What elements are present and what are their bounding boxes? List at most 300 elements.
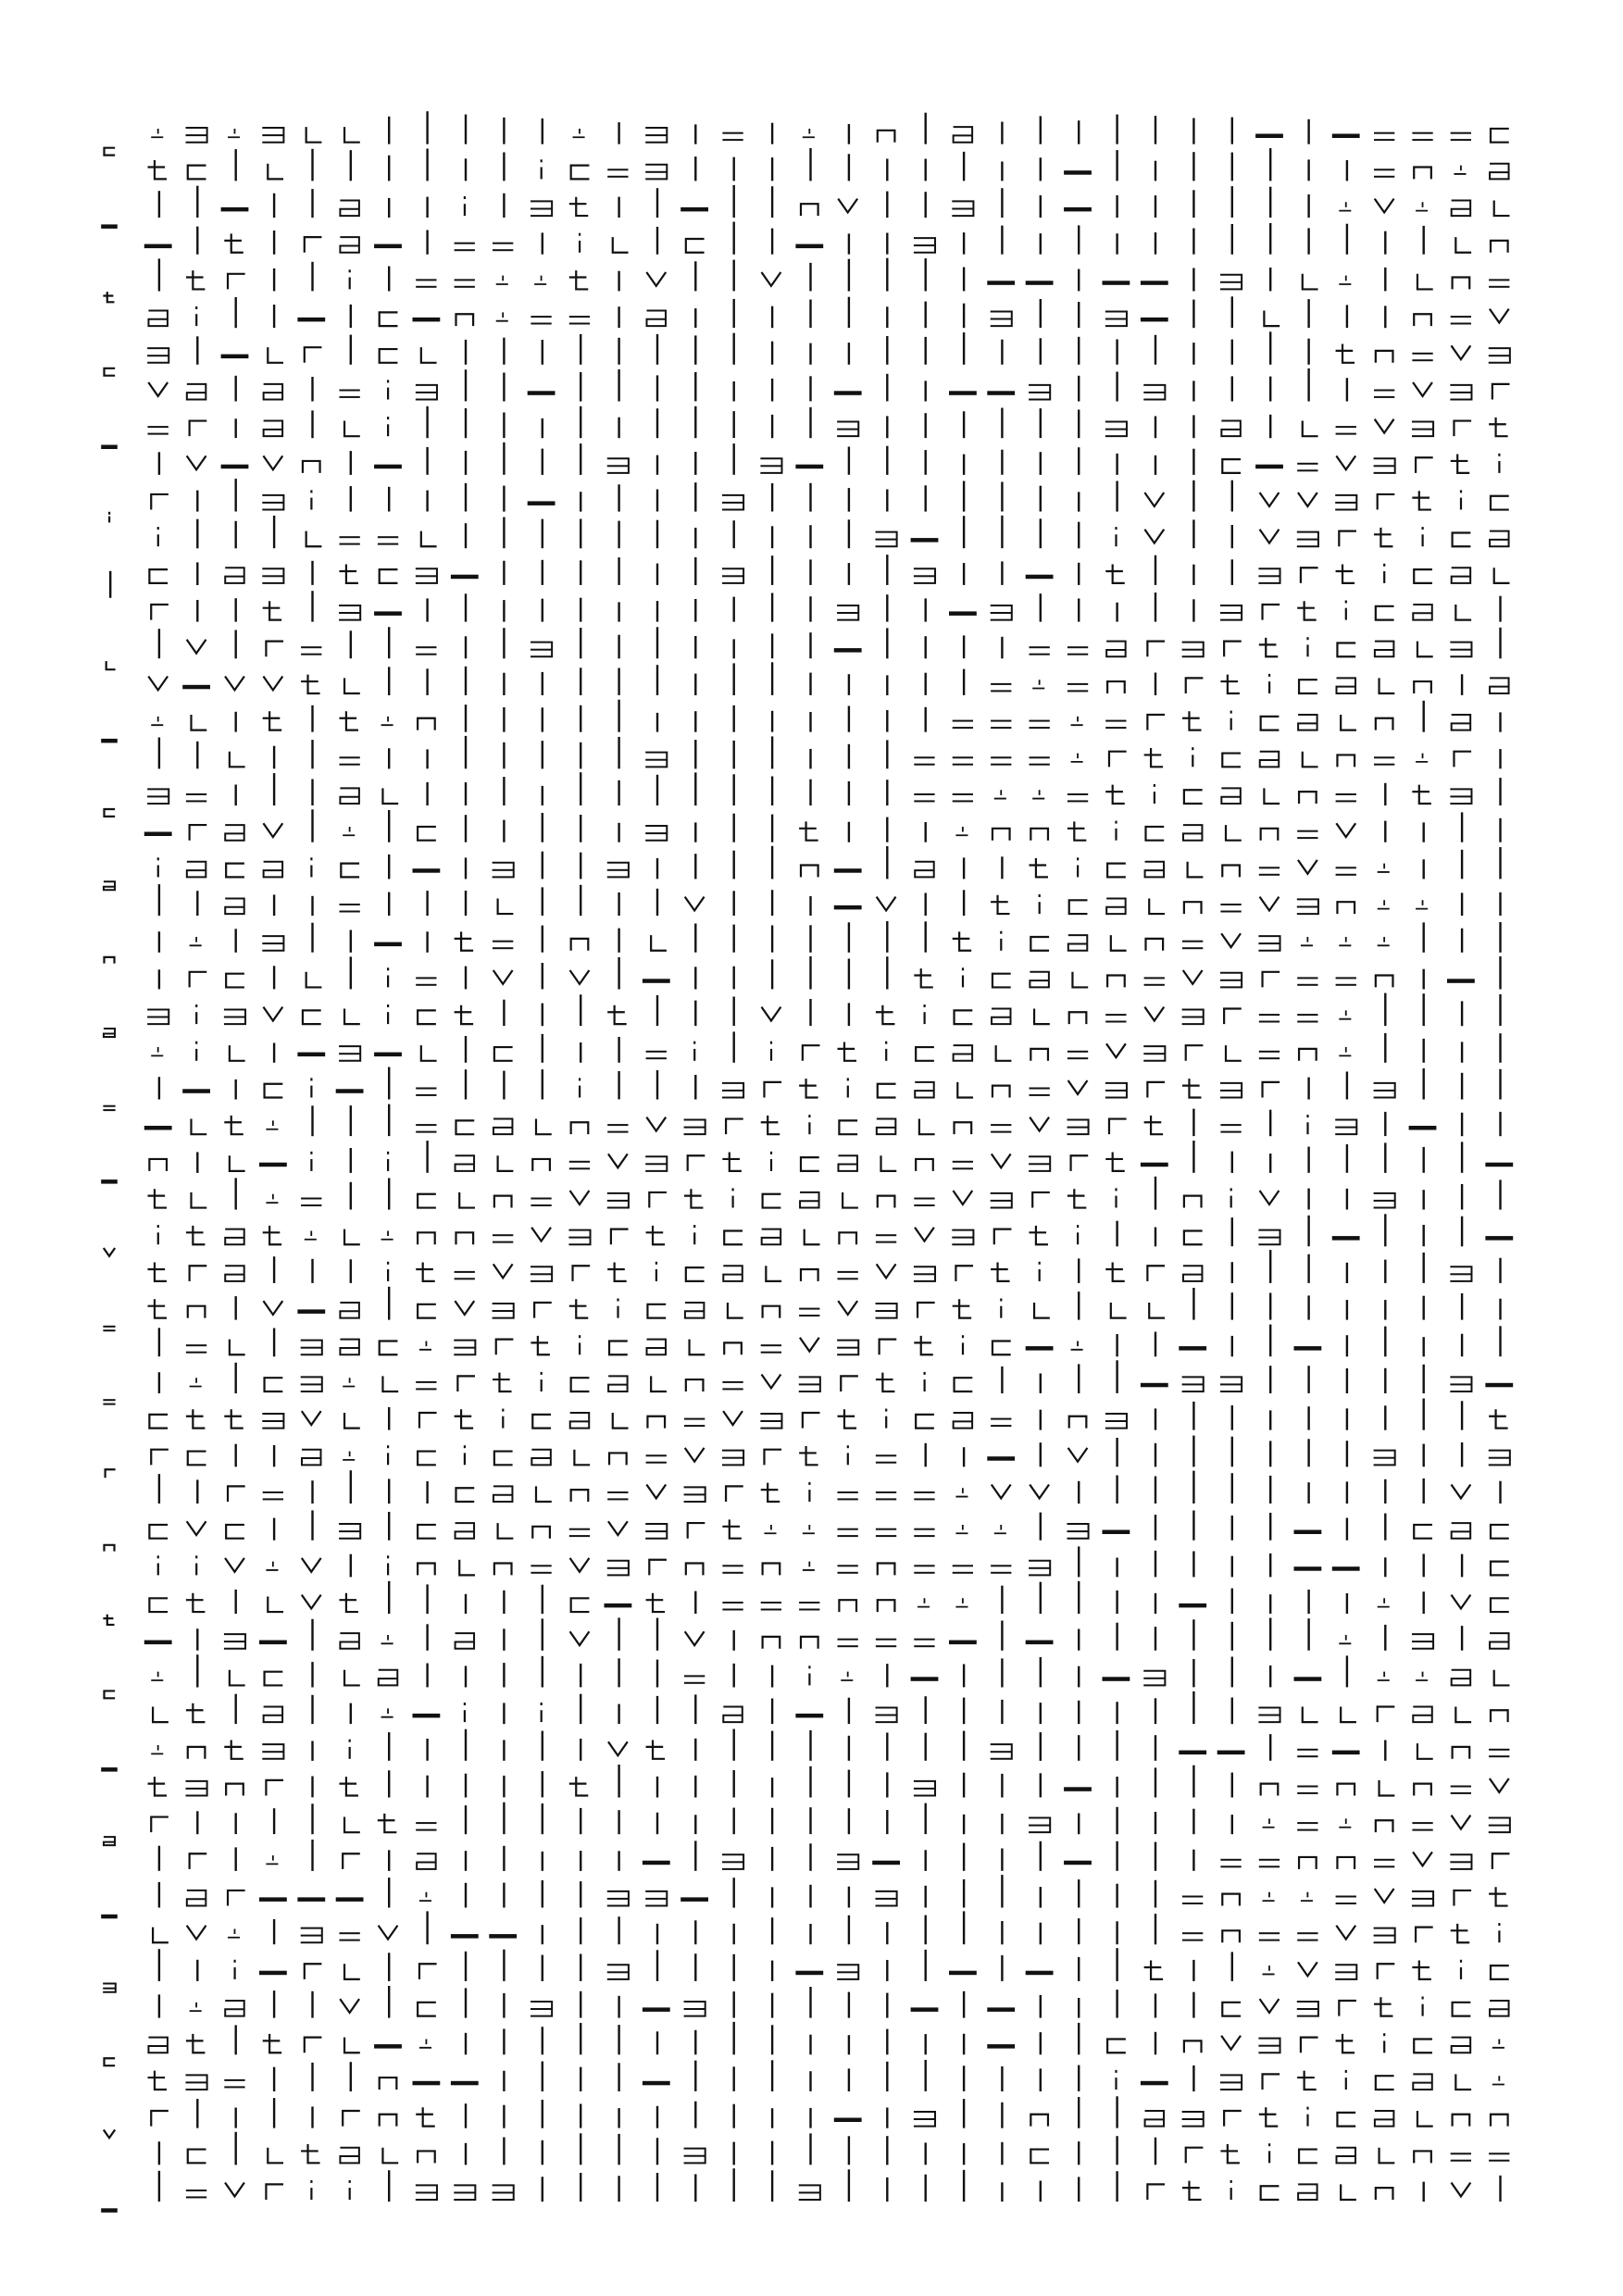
vertical-bar-glyph: [1269, 1441, 1271, 1466]
i-glyph: [924, 1012, 926, 1024]
vertical-bar-glyph: [158, 884, 160, 916]
vertical-bar-glyph: [771, 526, 773, 548]
vertical-bar-glyph: [1307, 1366, 1309, 1393]
e-glyph-bar: [607, 1971, 629, 1973]
i-glyph-dot: [108, 512, 110, 515]
vertical-bar-glyph: [1499, 1033, 1501, 1063]
t-glyph: [1182, 2181, 1201, 2200]
c-glyph: [1491, 496, 1509, 510]
l-glyph: [1034, 1008, 1050, 1024]
dash-glyph: [1485, 1163, 1513, 1167]
vertical-bar-glyph: [618, 2108, 619, 2128]
e-glyph-bar: [1412, 1898, 1433, 1900]
vertical-bar-glyph: [1001, 516, 1003, 548]
vertical-bar-glyph: [1155, 1627, 1156, 1651]
vertical-bar-glyph: [1078, 1957, 1080, 1981]
vertical-bar-glyph: [235, 297, 237, 328]
i-glyph: [349, 1747, 351, 1759]
c-glyph: [801, 1157, 819, 1171]
eq-glyph-top: [876, 1529, 896, 1530]
e-glyph-bar: [1450, 649, 1471, 651]
r-glyph: [190, 825, 207, 841]
dash-glyph: [949, 1971, 977, 1976]
i-glyph: [579, 1086, 581, 1098]
l-glyph: [1417, 642, 1433, 657]
eq-glyph-bottom: [1030, 1094, 1050, 1096]
vertical-bar-glyph: [1001, 1366, 1003, 1393]
l-glyph: [1455, 1706, 1471, 1722]
vertical-bar-glyph: [809, 1885, 811, 1908]
vertical-bar-glyph: [273, 231, 275, 255]
n-glyph: [801, 1269, 818, 1281]
a-glyph: [264, 421, 282, 437]
a-glyph: [954, 127, 972, 143]
e-glyph-bar: [1450, 392, 1471, 393]
vertical-bar-glyph: [196, 1152, 198, 1173]
eq-glyph-bottom: [103, 1109, 115, 1111]
l-glyph: [1380, 2148, 1395, 2164]
v-glyph: [953, 1191, 972, 1204]
vertical-bar-glyph: [1384, 821, 1386, 842]
eq-glyph-bottom: [991, 1131, 1011, 1133]
vertical-bar-glyph: [196, 519, 198, 549]
eq-glyph-top: [569, 316, 590, 318]
vertical-bar-glyph: [925, 1950, 927, 1981]
l-glyph: [1226, 1045, 1242, 1061]
vertical-bar-glyph: [963, 2170, 965, 2202]
n-glyph: [532, 1527, 550, 1539]
r-glyph: [1263, 2074, 1280, 2090]
i-glyph: [349, 278, 351, 290]
eq-glyph-top: [914, 756, 934, 758]
t-glyph: [186, 1593, 205, 1612]
i-glyph-dot: [1268, 2143, 1270, 2146]
vertical-bar-glyph: [1001, 482, 1003, 512]
c-glyph: [1337, 643, 1355, 657]
vertical-bar-glyph: [426, 447, 428, 475]
l-glyph: [498, 898, 514, 914]
n-glyph: [418, 2151, 435, 2163]
vertical-bar-glyph: [1192, 565, 1194, 585]
vertical-bar-glyph: [618, 271, 619, 292]
vertical-bar-glyph: [1155, 593, 1156, 622]
vertical-bar-glyph: [388, 198, 390, 218]
e-glyph-bar: [684, 1127, 705, 1129]
a-glyph: [1337, 678, 1355, 693]
vertical-bar-glyph: [963, 455, 965, 475]
v-glyph: [1144, 493, 1164, 506]
t-glyph: [1336, 565, 1355, 583]
l-glyph: [1303, 1706, 1318, 1722]
eq-glyph-bottom: [914, 1645, 934, 1647]
eq-glyph-top: [1451, 1786, 1471, 1788]
vertical-bar-glyph: [886, 675, 888, 695]
v-glyph: [1375, 199, 1394, 213]
v-glyph: [225, 2183, 244, 2197]
vertical-bar-glyph: [1307, 1618, 1309, 1651]
r-glyph: [573, 1266, 591, 1281]
tick-glyph: [343, 1378, 355, 1386]
eq-glyph-bottom: [1220, 1866, 1241, 1867]
c-glyph: [456, 1488, 474, 1502]
c-glyph: [149, 569, 168, 583]
vertical-bar-glyph: [503, 2071, 505, 2091]
vertical-bar-glyph: [1001, 162, 1003, 181]
e-glyph-bar: [876, 1715, 897, 1716]
l-glyph: [191, 1119, 206, 1135]
vertical-bar-glyph: [1423, 1253, 1425, 1283]
vertical-bar-glyph: [1346, 1072, 1348, 1100]
vertical-bar-glyph: [1116, 2096, 1117, 2128]
vertical-bar-glyph: [580, 705, 581, 732]
n-glyph: [801, 1637, 818, 1649]
n-glyph: [1337, 1857, 1355, 1869]
vertical-bar-glyph: [771, 1666, 773, 1688]
vertical-bar-glyph: [694, 372, 696, 402]
vertical-bar-glyph: [771, 157, 773, 181]
vertical-bar-glyph: [1231, 1815, 1233, 1834]
i-glyph: [195, 1012, 197, 1024]
e-glyph-bar: [684, 1493, 705, 1495]
vertical-bar-glyph: [1040, 1773, 1042, 1797]
dash-glyph: [101, 739, 118, 743]
vertical-bar-glyph: [1423, 922, 1425, 952]
vertical-bar-glyph: [694, 124, 696, 144]
vertical-bar-glyph: [809, 596, 811, 621]
tick-glyph: [803, 129, 815, 137]
vertical-bar-glyph: [542, 340, 543, 365]
eq-glyph-bottom: [761, 1352, 781, 1354]
c-glyph: [380, 569, 398, 583]
l-glyph: [382, 1376, 398, 1391]
l-glyph: [1341, 715, 1356, 730]
eq-glyph-bottom: [493, 947, 513, 949]
v-glyph: [1221, 933, 1241, 947]
vertical-bar-glyph: [1384, 1368, 1386, 1393]
eq-glyph-top: [1259, 867, 1280, 868]
vertical-bar-glyph: [426, 231, 428, 255]
dash-glyph: [834, 648, 862, 653]
vertical-bar-glyph: [809, 1924, 811, 1944]
a-glyph: [340, 1340, 358, 1355]
vertical-bar-glyph: [809, 1843, 811, 1871]
vertical-bar-glyph: [1192, 599, 1194, 621]
l-glyph: [459, 1192, 475, 1208]
vertical-bar-glyph: [809, 1987, 811, 2018]
e-glyph-bar: [454, 2191, 475, 2193]
eq-glyph-bottom: [1259, 1021, 1280, 1023]
eq-glyph-bottom: [1259, 874, 1280, 876]
e-glyph-bar: [262, 134, 283, 136]
i-glyph-dot: [1039, 1262, 1041, 1265]
vertical-bar-glyph: [963, 669, 965, 695]
vertical-bar-glyph: [311, 1741, 313, 1761]
i-glyph: [808, 1674, 810, 1686]
vertical-bar-glyph: [426, 749, 428, 768]
vertical-bar-glyph: [771, 1847, 773, 1871]
vertical-bar-glyph: [273, 2067, 275, 2091]
vertical-bar-glyph: [580, 1954, 581, 1981]
vertical-bar-glyph: [1231, 118, 1233, 144]
i-glyph: [1268, 681, 1270, 693]
a-glyph: [1452, 715, 1470, 730]
i-glyph: [1345, 608, 1347, 620]
r-glyph: [151, 1817, 169, 1833]
i-glyph: [157, 534, 159, 546]
vertical-bar-glyph: [1384, 1142, 1386, 1173]
vertical-bar-glyph: [1192, 1691, 1194, 1724]
vertical-bar-glyph: [465, 2103, 467, 2128]
vertical-bar-glyph: [542, 418, 543, 438]
vertical-bar-glyph: [733, 774, 735, 805]
i-glyph: [1192, 755, 1193, 767]
tick-glyph: [1378, 900, 1390, 908]
i-glyph-dot: [579, 1078, 581, 1080]
eq-glyph-top: [838, 1639, 858, 1641]
tick-glyph: [764, 1525, 776, 1533]
i-glyph-dot: [885, 1409, 887, 1412]
v-glyph: [187, 455, 206, 469]
eq-glyph-bottom: [186, 1352, 206, 1354]
n-glyph: [1145, 939, 1163, 951]
eq-glyph-top: [991, 1418, 1011, 1420]
n-glyph: [571, 1122, 589, 1134]
vertical-bar-glyph: [1078, 376, 1080, 402]
vertical-bar-glyph: [1231, 1405, 1233, 1430]
e-glyph-bar: [1067, 1530, 1089, 1532]
v-glyph: [1068, 1448, 1088, 1462]
vertical-bar-glyph: [694, 1953, 696, 1981]
vertical-bar-glyph: [1499, 847, 1501, 879]
i-glyph: [1422, 534, 1424, 546]
eq-glyph-top: [378, 536, 398, 538]
tick-glyph: [1263, 1892, 1275, 1901]
vertical-bar-glyph: [848, 233, 850, 254]
t-glyph: [799, 1446, 818, 1465]
e-glyph-bar: [1220, 2081, 1242, 2083]
i-glyph: [157, 1564, 159, 1576]
vertical-bar-glyph: [1231, 1556, 1233, 1578]
vertical-bar-glyph: [1231, 1262, 1233, 1283]
l-glyph: [191, 715, 206, 730]
r-glyph: [151, 2111, 169, 2127]
e-glyph-bar: [1220, 980, 1242, 981]
dash-glyph: [1485, 1236, 1513, 1241]
t-glyph: [224, 1409, 243, 1428]
vertical-bar-glyph: [388, 1104, 390, 1137]
vertical-bar-glyph: [542, 1852, 543, 1871]
l-glyph: [106, 661, 116, 669]
vertical-bar-glyph: [1078, 2065, 1080, 2091]
vertical-bar-glyph: [694, 452, 696, 475]
vertical-bar-glyph: [426, 1624, 428, 1651]
vertical-bar-glyph: [1231, 525, 1233, 548]
vertical-bar-glyph: [694, 1739, 696, 1761]
dash-glyph: [297, 1897, 325, 1902]
a-glyph: [954, 1045, 972, 1061]
a-glyph: [992, 1008, 1010, 1024]
i-glyph: [962, 976, 964, 988]
i-glyph: [847, 1453, 849, 1465]
vertical-bar-glyph: [273, 1043, 275, 1063]
vertical-bar-glyph: [694, 557, 696, 585]
vertical-bar-glyph: [848, 744, 850, 769]
i-glyph: [541, 1379, 543, 1391]
vertical-bar-glyph: [1384, 268, 1386, 292]
vertical-bar-glyph: [580, 668, 581, 695]
t-glyph: [646, 1593, 665, 1612]
e-glyph-bar: [722, 1457, 743, 1459]
vertical-bar-glyph: [1078, 1629, 1080, 1651]
e-glyph-bar: [1335, 1127, 1356, 1129]
vertical-bar-glyph: [1116, 195, 1117, 218]
eq-glyph-top: [455, 279, 475, 281]
vertical-bar-glyph: [388, 1770, 390, 1797]
i-glyph-dot: [310, 1152, 312, 1154]
vertical-bar-glyph: [1461, 1184, 1463, 1210]
n-glyph: [456, 1232, 473, 1244]
eq-glyph-bottom: [1067, 690, 1088, 692]
l-glyph: [1303, 421, 1318, 437]
vertical-bar-glyph: [618, 2176, 619, 2202]
tick-glyph: [803, 1525, 815, 1533]
eq-glyph-top: [416, 1822, 436, 1824]
eq-glyph-bottom: [1030, 727, 1050, 729]
eq-glyph-top: [569, 1161, 590, 1163]
t-glyph: [646, 1740, 665, 1758]
a-glyph: [493, 1119, 512, 1135]
vertical-bar-glyph: [465, 369, 467, 401]
l-glyph: [421, 531, 437, 547]
vertical-bar-glyph: [580, 815, 581, 842]
eq-glyph-top: [914, 1198, 934, 1200]
eq-glyph-top: [1030, 756, 1050, 758]
eq-glyph-top: [838, 1529, 858, 1530]
r-glyph: [688, 1155, 705, 1171]
vertical-bar-glyph: [465, 1805, 467, 1834]
t-glyph: [416, 2107, 434, 2126]
vertical-bar-glyph: [1192, 229, 1194, 255]
vertical-bar-glyph: [311, 2106, 313, 2128]
vertical-bar-glyph: [388, 2170, 390, 2202]
eq-glyph-bottom: [1067, 800, 1088, 802]
t-glyph: [103, 1615, 114, 1625]
r-glyph: [1032, 1192, 1050, 1208]
vertical-bar-glyph: [1078, 1364, 1080, 1393]
vertical-bar-glyph: [580, 1739, 581, 1761]
l-glyph: [230, 1340, 245, 1355]
r-glyph: [803, 1045, 820, 1061]
i-glyph-dot: [387, 380, 389, 382]
vertical-bar-glyph: [465, 857, 467, 879]
vertical-bar-glyph: [580, 598, 581, 622]
e-glyph-bar: [301, 1383, 322, 1385]
vertical-bar-glyph: [771, 342, 773, 365]
tick-glyph: [1492, 2076, 1504, 2084]
t-glyph: [1412, 785, 1430, 804]
vertical-bar-glyph: [733, 597, 735, 622]
v-glyph: [531, 1228, 551, 1242]
vertical-bar-glyph: [809, 2035, 811, 2055]
vertical-bar-glyph: [1269, 331, 1271, 365]
i-glyph-dot: [157, 1555, 159, 1558]
eq-glyph-bottom: [224, 2086, 244, 2088]
vertical-bar-glyph: [809, 2071, 811, 2091]
n-glyph: [303, 461, 320, 473]
r-glyph: [649, 1560, 667, 1576]
vertical-bar-glyph: [733, 705, 735, 732]
dash-glyph: [101, 224, 118, 229]
vertical-bar-glyph: [1461, 850, 1463, 880]
dash-glyph: [987, 2007, 1015, 2012]
dash-glyph: [297, 1053, 325, 1057]
i-glyph-dot: [1383, 2033, 1385, 2036]
vertical-bar-glyph: [848, 154, 850, 181]
e-glyph-bar: [531, 2008, 552, 2010]
vertical-bar-glyph: [925, 673, 927, 695]
e-glyph-bar: [1105, 1420, 1127, 1422]
vertical-bar-glyph: [925, 1850, 927, 1871]
vertical-bar-glyph: [1269, 148, 1271, 181]
vertical-bar-glyph: [542, 2027, 543, 2054]
vertical-bar-glyph: [1499, 1326, 1501, 1356]
vertical-bar-glyph: [733, 814, 735, 842]
dash-glyph: [680, 207, 708, 212]
vertical-bar-glyph: [503, 1591, 505, 1614]
t-glyph: [263, 2034, 281, 2053]
vertical-bar-glyph: [1423, 1365, 1425, 1393]
vertical-bar-glyph: [580, 2133, 581, 2165]
eq-glyph-bottom: [1374, 176, 1394, 178]
vertical-bar-glyph: [694, 772, 696, 805]
i-glyph-dot: [349, 2180, 351, 2183]
eq-glyph-top: [1297, 830, 1317, 832]
vertical-bar-glyph: [1384, 231, 1386, 255]
vertical-bar-glyph: [1078, 337, 1080, 365]
vertical-bar-glyph: [542, 1034, 543, 1063]
vertical-bar-glyph: [1040, 1841, 1042, 1871]
i-glyph: [1230, 718, 1232, 730]
vertical-bar-glyph: [388, 487, 390, 512]
eq-glyph-bottom: [416, 1829, 436, 1831]
vertical-bar-glyph: [1116, 1702, 1117, 1724]
vertical-bar-glyph: [235, 1296, 237, 1320]
l-glyph: [996, 1045, 1012, 1061]
i-glyph-dot: [732, 1188, 734, 1191]
r-glyph: [305, 237, 322, 253]
vertical-bar-glyph: [542, 1069, 543, 1099]
i-glyph: [387, 388, 389, 400]
vertical-bar-glyph: [694, 2030, 696, 2055]
e-glyph-bar: [991, 1200, 1012, 1202]
r-glyph: [1147, 2184, 1165, 2200]
t-glyph: [953, 931, 971, 950]
i-glyph-dot: [1230, 1188, 1232, 1191]
eq-glyph-bottom: [953, 800, 973, 802]
vertical-bar-glyph: [925, 2175, 927, 2202]
a-glyph: [187, 862, 206, 878]
e-glyph-bar: [186, 1788, 207, 1790]
vertical-bar-glyph: [618, 1617, 619, 1650]
vertical-bar-glyph: [542, 963, 543, 989]
r-glyph: [1454, 421, 1471, 437]
t-glyph: [1220, 2144, 1239, 2163]
vertical-bar-glyph: [1001, 1921, 1003, 1944]
c-glyph: [955, 1378, 973, 1391]
vertical-bar-glyph: [1040, 1732, 1042, 1761]
vertical-bar-glyph: [1040, 1923, 1042, 1945]
e-glyph-bar: [607, 869, 629, 871]
